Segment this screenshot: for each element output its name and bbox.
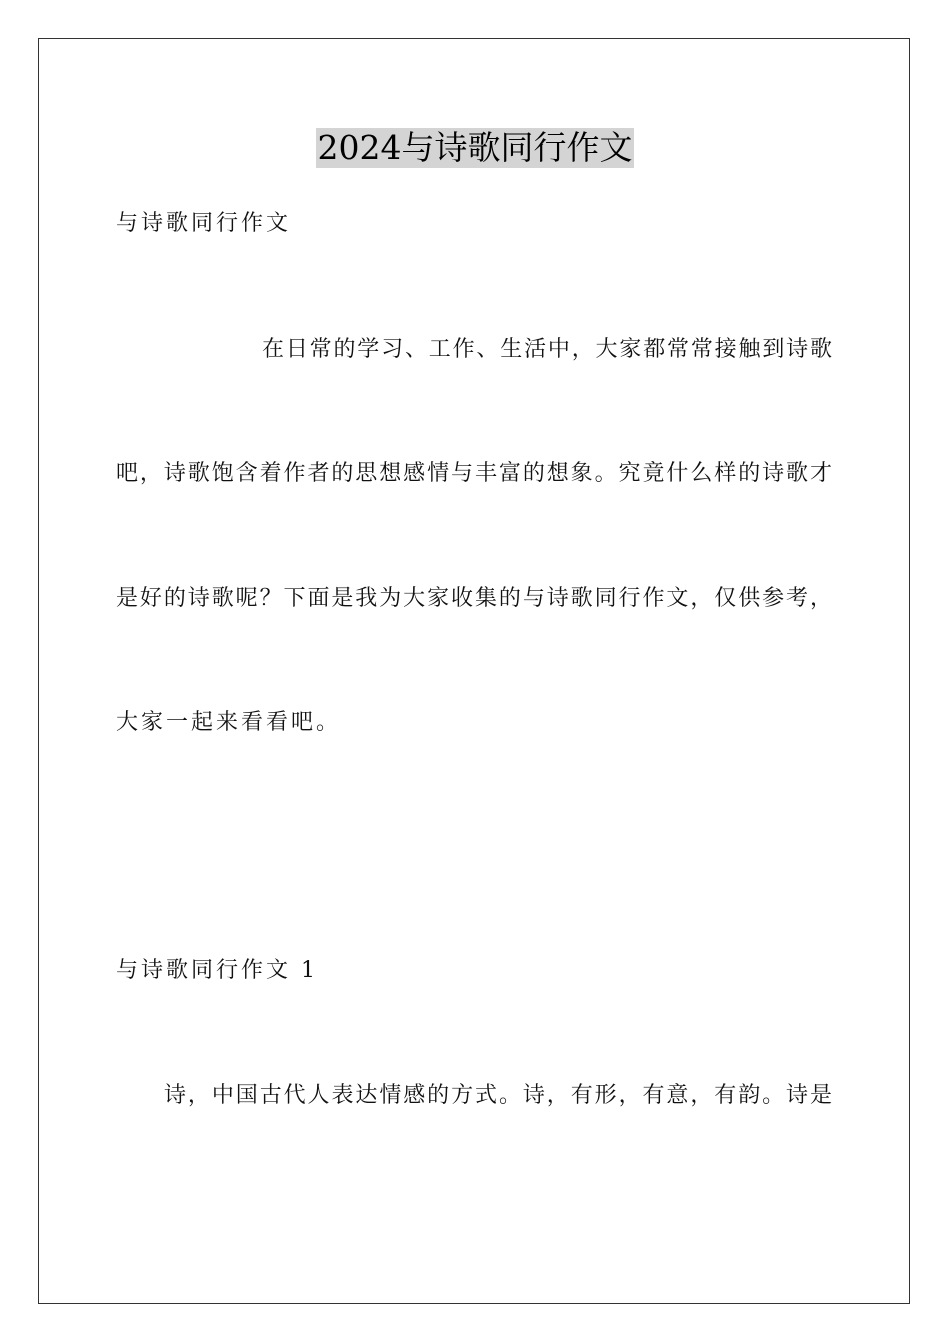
paragraph-line: 是好的诗歌呢？下面是我为大家收集的与诗歌同行作文，仅供参考， [116,586,832,611]
paragraph-line: 在日常的学习、工作、生活中，大家都常常接触到诗歌 [262,337,832,362]
paragraph-line: 吧，诗歌饱含着作者的思想感情与丰富的想象。究竟什么样的诗歌才 [116,461,832,486]
document-subtitle: 与诗歌同行作文 [116,211,292,236]
paragraph-line: 诗，中国古代人表达情感的方式。诗，有形，有意，有韵。诗是 [164,1083,832,1108]
section-heading: 与诗歌同行作文 1 [116,958,318,983]
title-container [0,128,950,168]
document-title: 2024与诗歌同行作文 [317,128,633,167]
paragraph-line: 大家一起来看看吧。 [116,710,342,735]
